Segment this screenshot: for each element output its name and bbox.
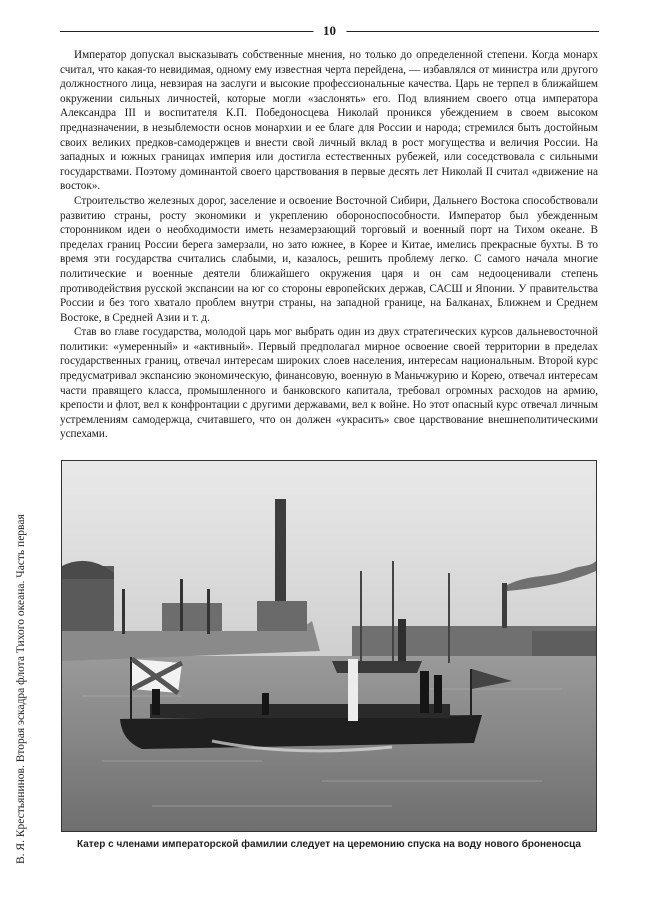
boat-funnel (348, 659, 358, 721)
page-number: 10 (313, 23, 346, 39)
paragraph: Строительство железных дорог, заселение и освоение Восточной Сибири, Дальнего Востока способствовали развитию страны, росту экономики и укреплению обороноспособности. Император был убежденным сторонником идеи о необходимости иметь незамерзающий торговый и военный порт на Тихом океане. В пределах границ России берега замерзали, но зато южнее, в Корее и Китае, имелись прекрасные бухты. В то время эти государства считались слабыми, и, казалось, решить проблему легко. С самого начала многие политические и военные деятели ближайшего окружения царя и он сам недооценивали степень противодействия русской экспансии на юг со стороны европейских держав, САСШ и Японии. У правительства России и без того хватало проблем внутри страны, на западной границе, на Балканах, Ближнем и Среднем Востоке, в Средней Азии и т. д. (60, 194, 598, 324)
paragraph: Император допускал высказывать собственные мнения, но только до определенной степени. Когда монарх считал, что какая-то невидимая, одному ему известная черта перейдена, — избавлялся от министра или другого должностного лица, невзирая на заслуги и высокие профессиональные качества. Царь не терпел в ближайшем окружении сильных личностей, которые могли «заслонять» его. Под влиянием своего отца императора Александра III и воспитателя К.П. Победоносцева Николай проникся убеждением в своем высоком предназначении, в незыблемости основ монархии и ее благе для России и народа; стремился быть достойным своих великих предков-самодержцев и внести свой личный вклад в рост могущества и величия России. На западных и южных границах империя или достигла естественных рубежей, или соседствовала с сильными государствами. Поэтому доминантой своего царствования в первые десять лет Николай II считал «движение на восток». (60, 49, 598, 193)
running-head-vertical: В. Я. Крестьянинов. Вторая эскадра флота Тихого океана. Часть первая (15, 514, 27, 864)
historical-photo (61, 460, 597, 832)
article-body (60, 48, 598, 442)
photo-caption: Катер с членами императорской фамилии следует на церемонию спуска на воду нового броненосца (77, 839, 581, 850)
paragraph: Став во главе государства, молодой царь мог выбрать один из двух стратегических курсов дальневосточной политики: «умеренный» и «активный». Первый предполагал мирное освоение своей территории в пределах государственных границ, отвечал интересам широких слоев населения, интересам национальным. Второй курс предусматривал экспансию экономическую, финансовую, военную в Маньчжурию и Корею, отвечал интересам части правящего класса, промышленного и банковского капитала, требовал огромных расходов на армию, крепости и флот, вел к конфронтации с другими державами, вел к войне. Но этот опасный курс отвечал личным устремлениям самодержца, считавшего, что он должен «украсить» свое царствование внешнеполитическими успехами. (60, 326, 598, 441)
